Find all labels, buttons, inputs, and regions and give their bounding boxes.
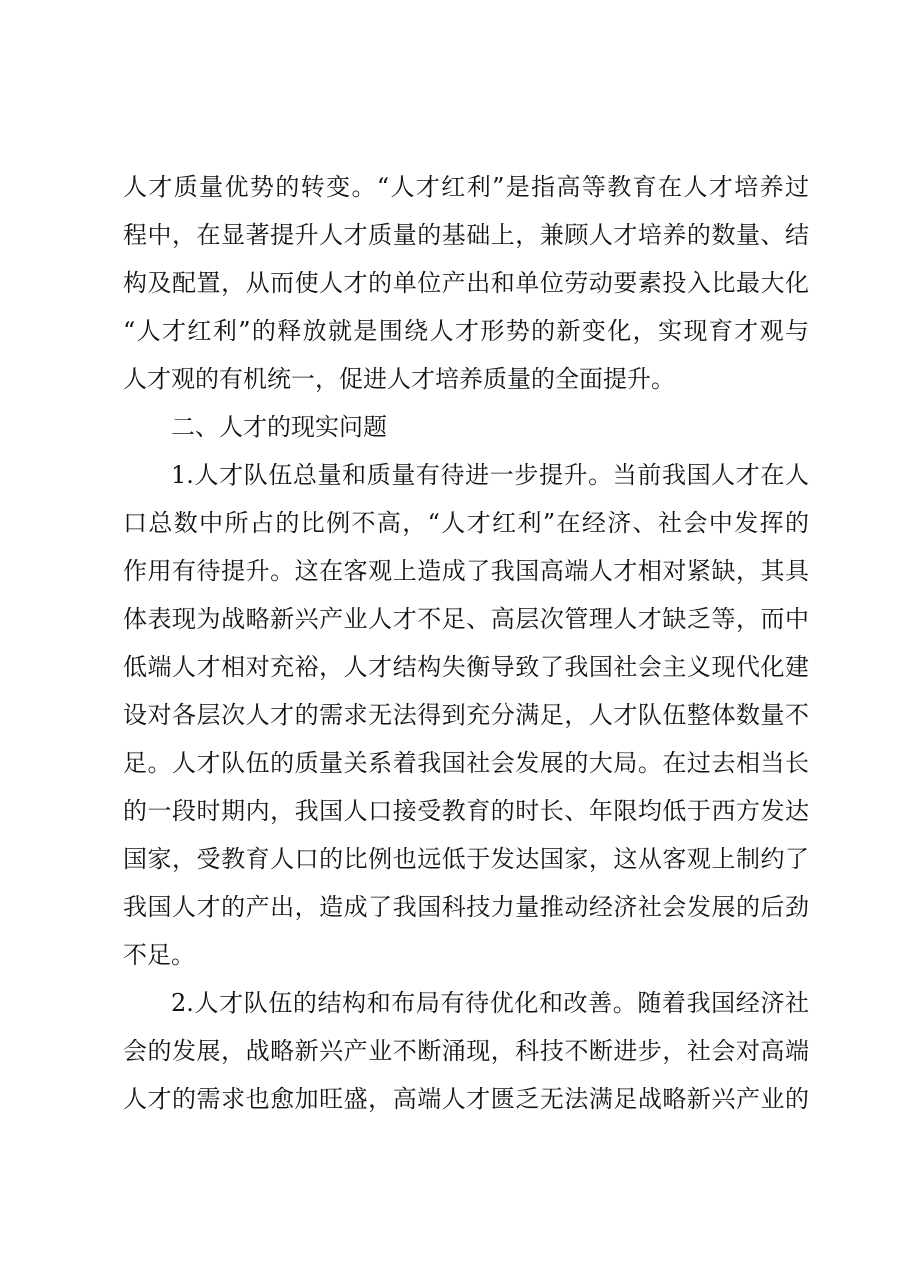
paragraph-line: 设对各层次人才的需求无法得到充分满足，人才队伍整体数量不	[123, 701, 809, 729]
paragraph-line: 口总数中所占的比例不高，“人才红利”在经济、社会中发挥的	[123, 509, 809, 537]
paragraph-line: 不足。	[123, 941, 195, 969]
paragraph-line: 体表现为战略新兴产业人才不足、高层次管理人才缺乏等，而中	[123, 605, 809, 633]
paragraph-line: 国家，受教育人口的比例也远低于发达国家，这从客观上制约了	[123, 845, 809, 873]
section-heading: 二、人才的现实问题	[171, 413, 387, 441]
paragraph-line: 足。人才队伍的质量关系着我国社会发展的大局。在过去相当长	[123, 749, 809, 777]
paragraph-line: 人才质量优势的转变。“人才红利”是指高等教育在人才培养过	[123, 173, 809, 201]
paragraph-line: 我国人才的产出，造成了我国科技力量推动经济社会发展的后劲	[123, 893, 809, 921]
document-body	[123, 163, 809, 1123]
paragraph-line: 构及配置，从而使人才的单位产出和单位劳动要素投入比最大化	[123, 269, 809, 297]
paragraph-line: “人才红利”的释放就是围绕人才形势的新变化，实现育才观与	[123, 317, 809, 345]
paragraph-line: 的一段时期内，我国人口接受教育的时长、年限均低于西方发达	[123, 797, 809, 825]
paragraph-line: 程中，在显著提升人才质量的基础上，兼顾人才培养的数量、结	[123, 221, 809, 249]
paragraph-line: 1.人才队伍总量和质量有待进一步提升。当前我国人才在人	[171, 461, 809, 489]
paragraph-line: 人才观的有机统一，促进人才培养质量的全面提升。	[123, 365, 675, 393]
paragraph-line: 会的发展，战略新兴产业不断涌现，科技不断进步，社会对高端	[123, 1037, 809, 1065]
paragraph-line: 2.人才队伍的结构和布局有待优化和改善。随着我国经济社	[171, 989, 809, 1017]
paragraph-line: 人才的需求也愈加旺盛，高端人才匮乏无法满足战略新兴产业的	[123, 1085, 809, 1113]
paragraph-line: 低端人才相对充裕，人才结构失衡导致了我国社会主义现代化建	[123, 653, 809, 681]
paragraph-line: 作用有待提升。这在客观上造成了我国高端人才相对紧缺，其具	[123, 557, 809, 585]
